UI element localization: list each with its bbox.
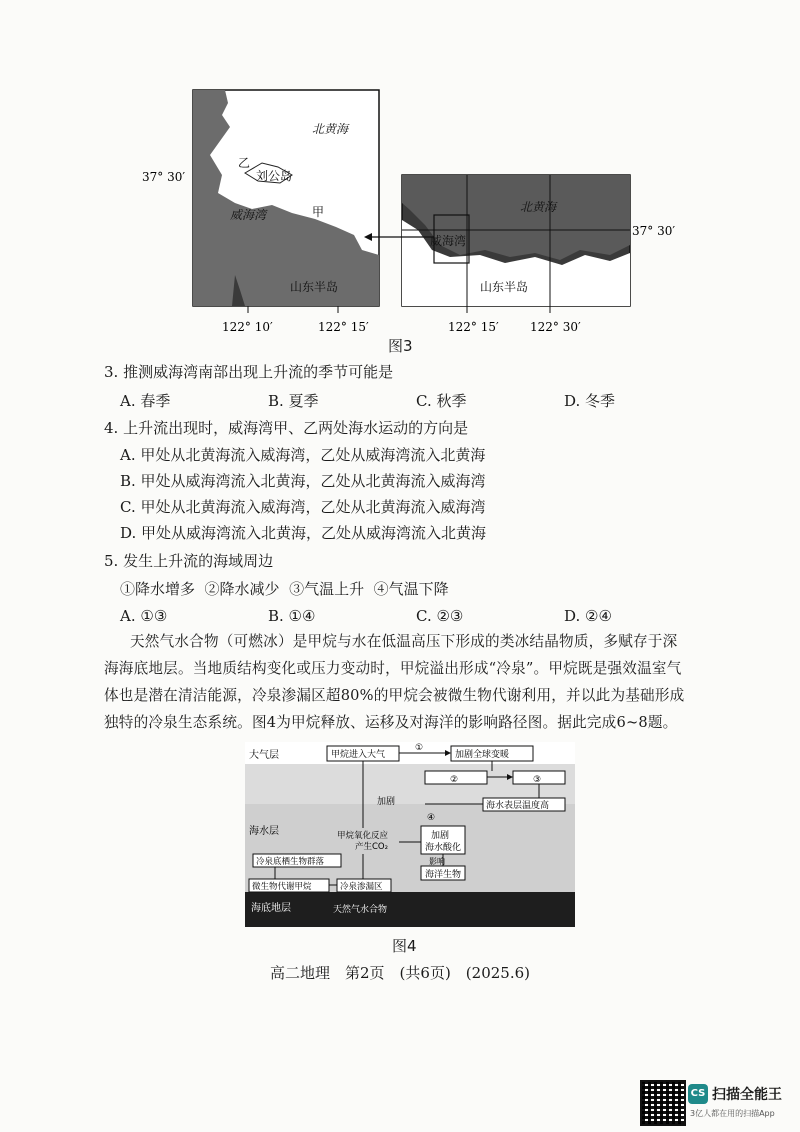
- scanner-watermark: [640, 1078, 790, 1124]
- left-peninsula-label: 山东半岛: [290, 280, 339, 294]
- passage-line-2: 海海底地层。当地质结构变化或压力变动时，甲烷溢出形成“冷泉”。甲烷既是强效温室气: [104, 660, 682, 677]
- question-4-option-a: A. 甲处从北黄海流入威海湾，乙处从威海湾流入北黄海: [120, 446, 486, 464]
- label-yingxiang: 影响: [429, 857, 445, 866]
- box-sst: 海水表层温度高: [486, 801, 550, 811]
- box-enter-atmosphere: 甲烷进入大气: [331, 750, 386, 760]
- box-oxidation-1: 甲烷氧化反应: [337, 831, 389, 841]
- question-4-option-d: D. 甲处从威海湾流入北黄海，乙处从威海湾流入北黄海: [120, 524, 487, 542]
- question-3-option-d: D. 冬季: [564, 392, 616, 410]
- question-5-stem: 5. 发生上升流的海域周边: [104, 552, 274, 570]
- question-3-stem: 3. 推测威海湾南部出现上升流的季节可能是: [104, 363, 394, 381]
- label-jiaju: 加剧: [377, 797, 396, 807]
- page-footer: 高二地理 第2页 (共6页) (2025.6): [270, 964, 530, 982]
- box-seep-zone: 冷泉渗漏区: [340, 882, 383, 892]
- right-lat-label: 37° 30′: [632, 224, 676, 238]
- question-3-option-b: B. 夏季: [268, 392, 319, 410]
- app-logo: CS: [688, 1084, 708, 1104]
- question-5-statements: ①降水增多 ②降水减少 ③气温上升 ④气温下降: [120, 580, 449, 598]
- left-lon-left: 122° 10′: [222, 320, 273, 334]
- marker-4: ④: [427, 813, 436, 823]
- ocean-layer-label: 海水层: [249, 826, 279, 837]
- figure-4-caption: 图4: [392, 937, 417, 955]
- right-lon-right: 122° 30′: [530, 320, 581, 334]
- box-marine-life: 海洋生物: [425, 870, 462, 880]
- question-5-option-b: B. ①④: [268, 607, 316, 625]
- right-lon-left: 122° 15′: [448, 320, 499, 334]
- atmosphere-label: 大气层: [249, 750, 279, 761]
- right-peninsula-label: 山东半岛: [480, 280, 529, 294]
- question-3-option-a: A. 春季: [120, 392, 171, 410]
- left-bay-label: 威海湾: [230, 208, 267, 222]
- left-lat-label: 37° 30′: [142, 170, 186, 184]
- qr-code-icon: [640, 1080, 686, 1126]
- island-label: 刘公岛: [256, 169, 293, 183]
- seabed-layer: [245, 892, 575, 927]
- figure-4: [245, 742, 575, 927]
- left-sea-label: 北黄海: [312, 122, 349, 136]
- box-cold-seep-community: 冷泉底栖生物群落: [256, 857, 325, 867]
- passage-line-1: 天然气水合物（可燃冰）是甲烷与水在低温高压下形成的类冰结晶物质，多赋存于深: [130, 633, 678, 650]
- passage-line-4: 独特的冷泉生态系统。图4为甲烷释放、运移及对海洋的影响路径图。据此完成6~8题。: [104, 714, 678, 731]
- box-oxidation-2: 产生CO₂: [355, 842, 389, 852]
- figure-3-caption: 图3: [388, 337, 413, 355]
- marker-1: ①: [415, 743, 424, 753]
- watermark-subtitle: 3亿人都在用的扫描App: [690, 1109, 775, 1118]
- right-bay-label: 威海湾: [430, 234, 467, 248]
- watermark-title: 扫描全能王: [712, 1087, 782, 1103]
- point-yi: 乙: [238, 156, 251, 170]
- question-5-option-a: A. ①③: [120, 607, 168, 625]
- question-5-option-d: D. ②④: [564, 607, 612, 625]
- point-jia: 甲: [312, 205, 325, 219]
- question-4-option-b: B. 甲处从威海湾流入北黄海，乙处从北黄海流入威海湾: [120, 472, 486, 490]
- figure-4-diagram: [245, 742, 575, 927]
- right-sea-label: 北黄海: [520, 200, 557, 214]
- question-3-option-c: C. 秋季: [416, 392, 467, 410]
- passage-line-3: 体也是潜在清洁能源，冷泉渗漏区超80%的甲烷会被微生物代谢利用，并以此为基础形成: [104, 687, 685, 704]
- label-hydrate: 天然气水合物: [333, 905, 388, 915]
- marker-3: ③: [533, 775, 542, 785]
- question-4-option-c: C. 甲处从北黄海流入威海湾，乙处从北黄海流入威海湾: [120, 498, 486, 516]
- marker-2: ②: [450, 775, 459, 785]
- seabed-label: 海底地层: [251, 903, 291, 914]
- figure-3: [140, 85, 676, 345]
- box-acid-2: 海水酸化: [425, 843, 462, 853]
- box-acid-1: 加剧: [431, 831, 450, 841]
- left-lon-right: 122° 15′: [318, 320, 369, 334]
- question-5-option-c: C. ②③: [416, 607, 464, 625]
- question-4-stem: 4. 上升流出现时，威海湾甲、乙两处海水运动的方向是: [104, 419, 469, 437]
- box-microbe: 微生物代谢甲烷: [252, 882, 312, 892]
- box-warming: 加剧全球变暖: [455, 750, 510, 760]
- figure-3-maps: [140, 85, 676, 345]
